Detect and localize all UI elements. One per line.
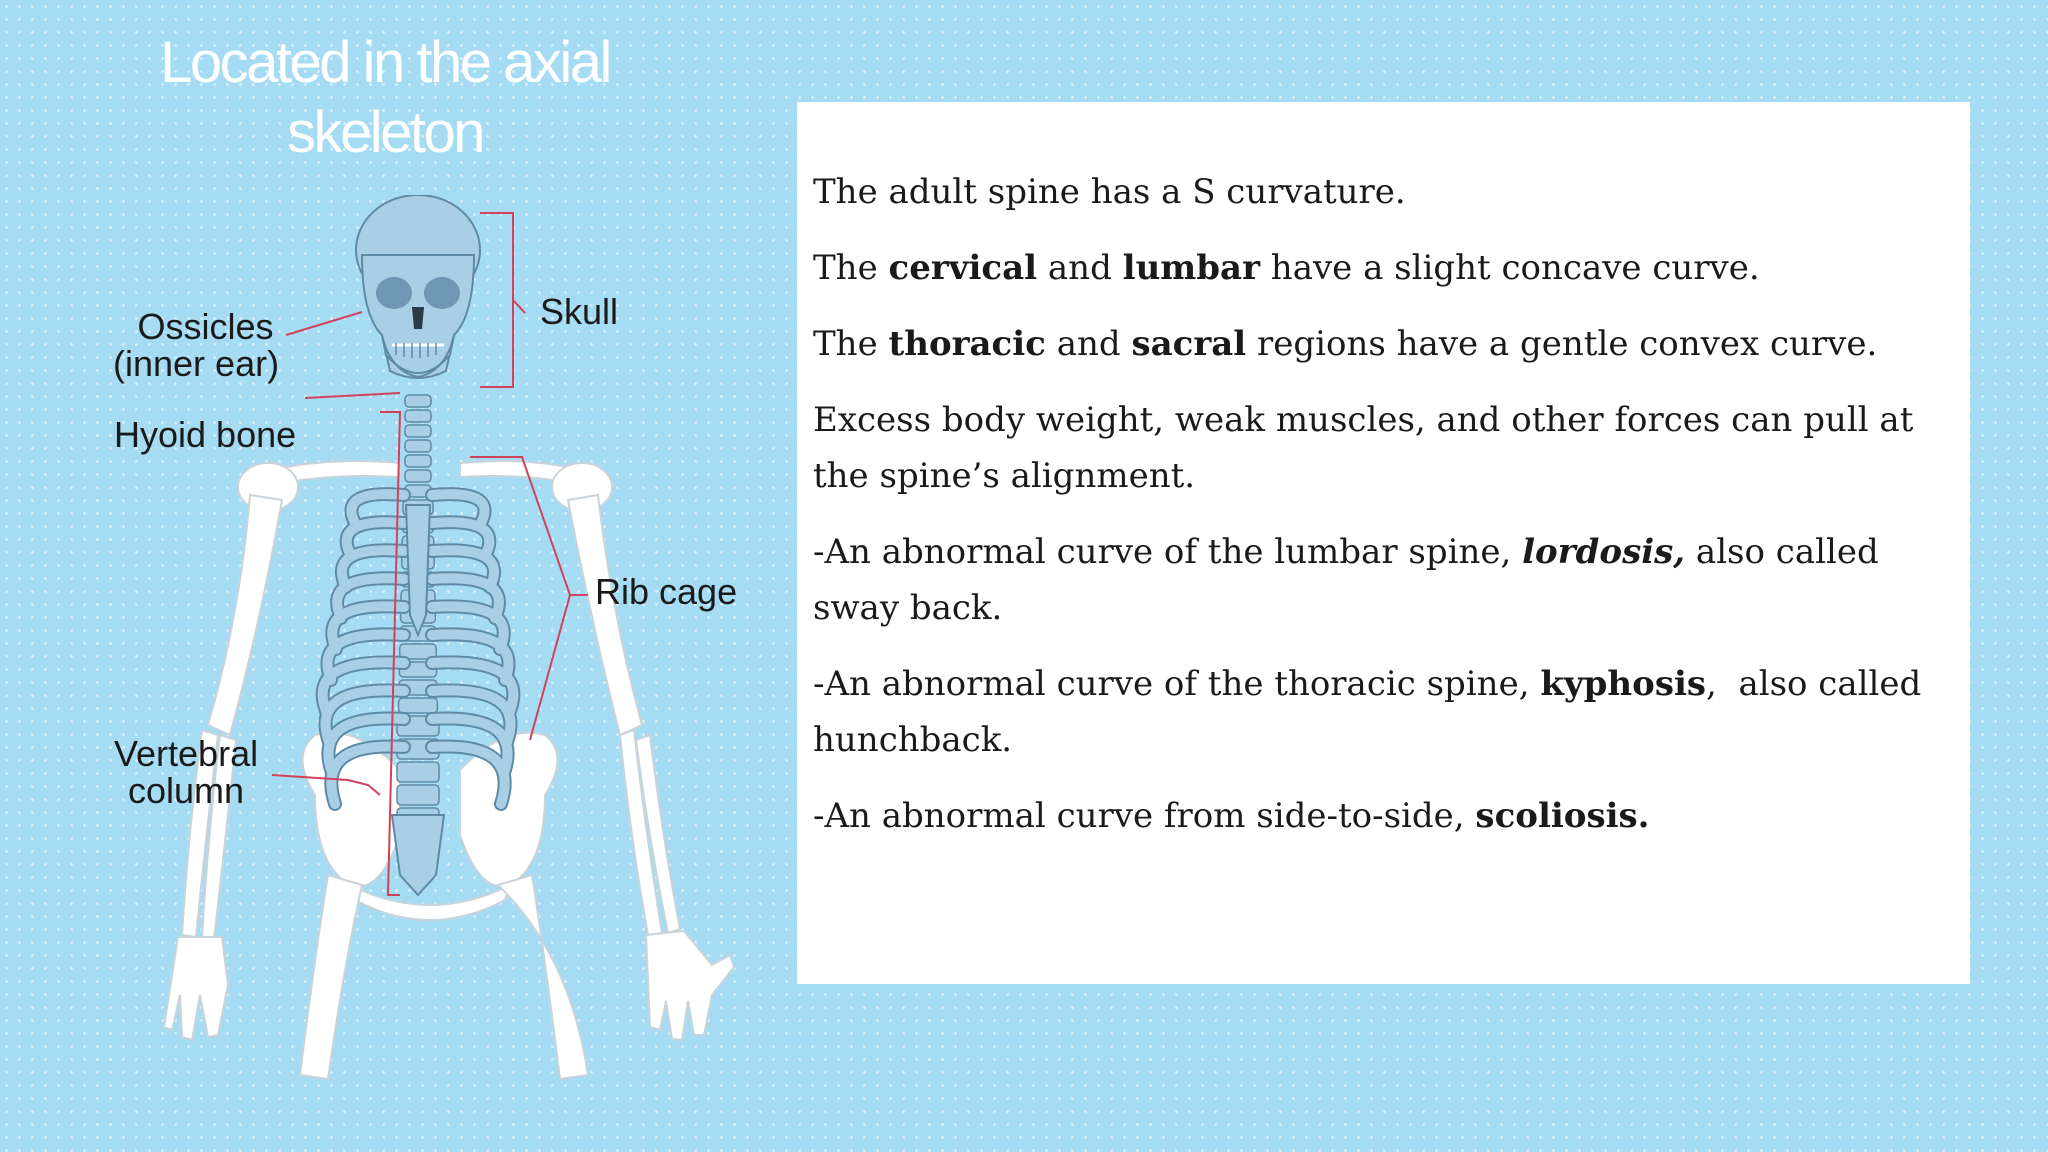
- text-panel: [797, 102, 1970, 984]
- text-run: have a slight concave curve.: [1259, 248, 1760, 288]
- term-sacral: sacral: [1131, 324, 1247, 364]
- vertebra: [405, 470, 431, 482]
- paragraph-convex-curve: [813, 316, 1940, 372]
- slide-title-line-1: Located in the axial: [160, 30, 610, 95]
- label-ossicles-line-2: (inner ear): [113, 343, 280, 384]
- term-lordosis: lordosis,: [1522, 532, 1686, 572]
- text-run: regions have a gentle convex curve.: [1246, 324, 1878, 364]
- text-run: The: [813, 248, 889, 288]
- text-run: -An abnormal curve of the thoracic spine,: [813, 664, 1541, 704]
- text-run: and: [1045, 324, 1132, 364]
- axial-bones: [356, 195, 480, 378]
- text-run: The: [813, 324, 889, 364]
- sacrum: [392, 815, 444, 895]
- text-run: also called sway back.: [813, 532, 1879, 628]
- paragraph-alignment: Excess body weight, weak muscles, and other forces can pull at the spine’s alignment.: [813, 400, 1914, 496]
- label-ossicles-line-1: Ossicles: [137, 306, 274, 347]
- label-vertebral-column: [114, 735, 258, 809]
- label-ossicles: [113, 306, 280, 384]
- vertebra: [405, 395, 431, 407]
- text-run: -An abnormal curve of the lumbar spine,: [813, 532, 1523, 572]
- skeleton-diagram: [100, 195, 800, 1095]
- term-lumbar: lumbar: [1122, 248, 1260, 288]
- paragraph-kyphosis: [813, 656, 1940, 768]
- vertebra: [405, 425, 431, 437]
- paragraph-concave-curve: [813, 240, 1940, 296]
- term-thoracic: thoracic: [888, 324, 1046, 364]
- label-vertebral-line-2: column: [128, 770, 245, 811]
- label-skull: Skull: [540, 291, 619, 332]
- vertebra: [405, 440, 431, 452]
- label-rib-cage: Rib cage: [595, 571, 738, 612]
- paragraph-s-curvature: The adult spine has a S curvature.: [813, 172, 1406, 212]
- label-hyoid-bone: Hyoid bone: [114, 414, 297, 455]
- text-run: -An abnormal curve from side-to-side,: [813, 796, 1476, 836]
- paragraph-scoliosis: [813, 788, 1940, 844]
- term-cervical: cervical: [888, 248, 1038, 288]
- term-kyphosis: kyphosis: [1540, 664, 1707, 704]
- paragraph-lordosis: [813, 524, 1940, 636]
- vertebra: [399, 698, 438, 713]
- vertebra: [405, 455, 431, 467]
- slide-title: [85, 28, 685, 168]
- slide-title-line-2: skeleton: [286, 100, 484, 165]
- label-vertebral-line-1: Vertebral: [114, 733, 259, 774]
- vertebra: [405, 410, 431, 422]
- vertebra: [397, 785, 439, 805]
- sternum: [406, 505, 430, 635]
- term-scoliosis: scoliosis.: [1475, 796, 1650, 836]
- vertebra: [397, 762, 439, 782]
- text-run: and: [1037, 248, 1123, 288]
- text-run: , also called hunchback.: [813, 664, 1933, 760]
